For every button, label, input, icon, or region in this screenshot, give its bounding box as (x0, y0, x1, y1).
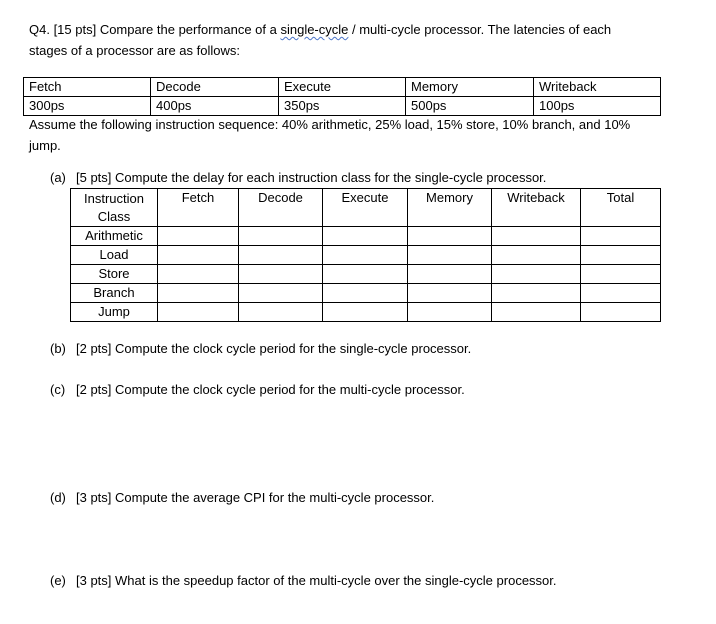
cell-empty (581, 246, 661, 265)
question-header-squiggle: single-cycle (280, 22, 349, 37)
header-decode: Decode (239, 189, 323, 227)
part-c-label: (c) (50, 382, 66, 397)
cell-empty (408, 246, 492, 265)
delay-table (70, 188, 661, 322)
row-label-arithmetic: Arithmetic (71, 227, 158, 246)
cell-empty (581, 303, 661, 322)
instruction-mix-line2: jump. (29, 138, 61, 153)
table-row (71, 284, 661, 303)
question-header-prefix: Q4. [15 pts] Compare the performance of a (29, 22, 281, 37)
header-execute: Execute (323, 189, 408, 227)
part-b (50, 340, 690, 358)
part-c-text: [2 pts] Compute the clock cycle period for the multi-cycle processor. (76, 382, 465, 397)
cell-empty (408, 265, 492, 284)
part-a-text: [5 pts] Compute the delay for each instruction class for the single-cycle processor. (76, 170, 547, 185)
header-memory: Memory (408, 189, 492, 227)
cell-empty (239, 246, 323, 265)
cell-empty (323, 227, 408, 246)
cell-empty (492, 303, 581, 322)
stage-execute: Execute (279, 78, 406, 97)
cell-empty (492, 284, 581, 303)
latency-value-row (24, 97, 661, 116)
row-label-load: Load (71, 246, 158, 265)
instruction-mix (29, 114, 669, 156)
row-label-jump: Jump (71, 303, 158, 322)
cell-empty (158, 246, 239, 265)
part-a (50, 169, 690, 187)
question-header (29, 19, 669, 61)
latency-execute: 350ps (279, 97, 406, 116)
cell-empty (581, 227, 661, 246)
header-total: Total (581, 189, 661, 227)
cell-empty (581, 284, 661, 303)
latency-fetch: 300ps (24, 97, 151, 116)
cell-empty (492, 265, 581, 284)
cell-empty (323, 246, 408, 265)
table-row (71, 303, 661, 322)
cell-empty (323, 265, 408, 284)
table-row (71, 265, 661, 284)
cell-empty (323, 303, 408, 322)
delay-table-header-row (71, 189, 661, 227)
stage-decode: Decode (151, 78, 279, 97)
part-d-label: (d) (50, 490, 66, 505)
cell-empty (158, 227, 239, 246)
cell-empty (239, 227, 323, 246)
table-row (71, 246, 661, 265)
cell-empty (158, 284, 239, 303)
part-e-label: (e) (50, 573, 66, 588)
row-label-branch: Branch (71, 284, 158, 303)
stage-writeback: Writeback (534, 78, 661, 97)
cell-empty (158, 303, 239, 322)
table-row (71, 227, 661, 246)
latency-memory: 500ps (406, 97, 534, 116)
latency-stage-row (24, 78, 661, 97)
part-c (50, 381, 690, 399)
question-header-suffix: / multi-cycle processor. The latencies of each (348, 22, 612, 37)
part-e-text: [3 pts] What is the speedup factor of the multi-cycle over the single-cycle processor. (76, 573, 557, 588)
cell-empty (239, 284, 323, 303)
latency-writeback: 100ps (534, 97, 661, 116)
part-b-text: [2 pts] Compute the clock cycle period for the single-cycle processor. (76, 341, 472, 356)
cell-empty (492, 227, 581, 246)
cell-empty (492, 246, 581, 265)
header-fetch: Fetch (158, 189, 239, 227)
latency-decode: 400ps (151, 97, 279, 116)
part-e (50, 572, 690, 590)
cell-empty (408, 303, 492, 322)
part-d-text: [3 pts] Compute the average CPI for the multi-cycle processor. (76, 490, 435, 505)
cell-empty (158, 265, 239, 284)
header-instruction-class: Instruction Class (71, 189, 158, 227)
cell-empty (581, 265, 661, 284)
latency-table (23, 77, 661, 116)
part-d (50, 489, 690, 507)
cell-empty (408, 284, 492, 303)
cell-empty (239, 303, 323, 322)
cell-empty (323, 284, 408, 303)
stage-memory: Memory (406, 78, 534, 97)
header-writeback: Writeback (492, 189, 581, 227)
cell-empty (239, 265, 323, 284)
part-a-label: (a) (50, 170, 66, 185)
stage-fetch: Fetch (24, 78, 151, 97)
row-label-store: Store (71, 265, 158, 284)
cell-empty (408, 227, 492, 246)
part-b-label: (b) (50, 341, 66, 356)
instruction-mix-line1: Assume the following instruction sequence: 40% arithmetic, 25% load, 15% store, 10% branch, and 10% (29, 117, 631, 132)
question-header-line2: stages of a processor are as follows: (29, 43, 240, 58)
